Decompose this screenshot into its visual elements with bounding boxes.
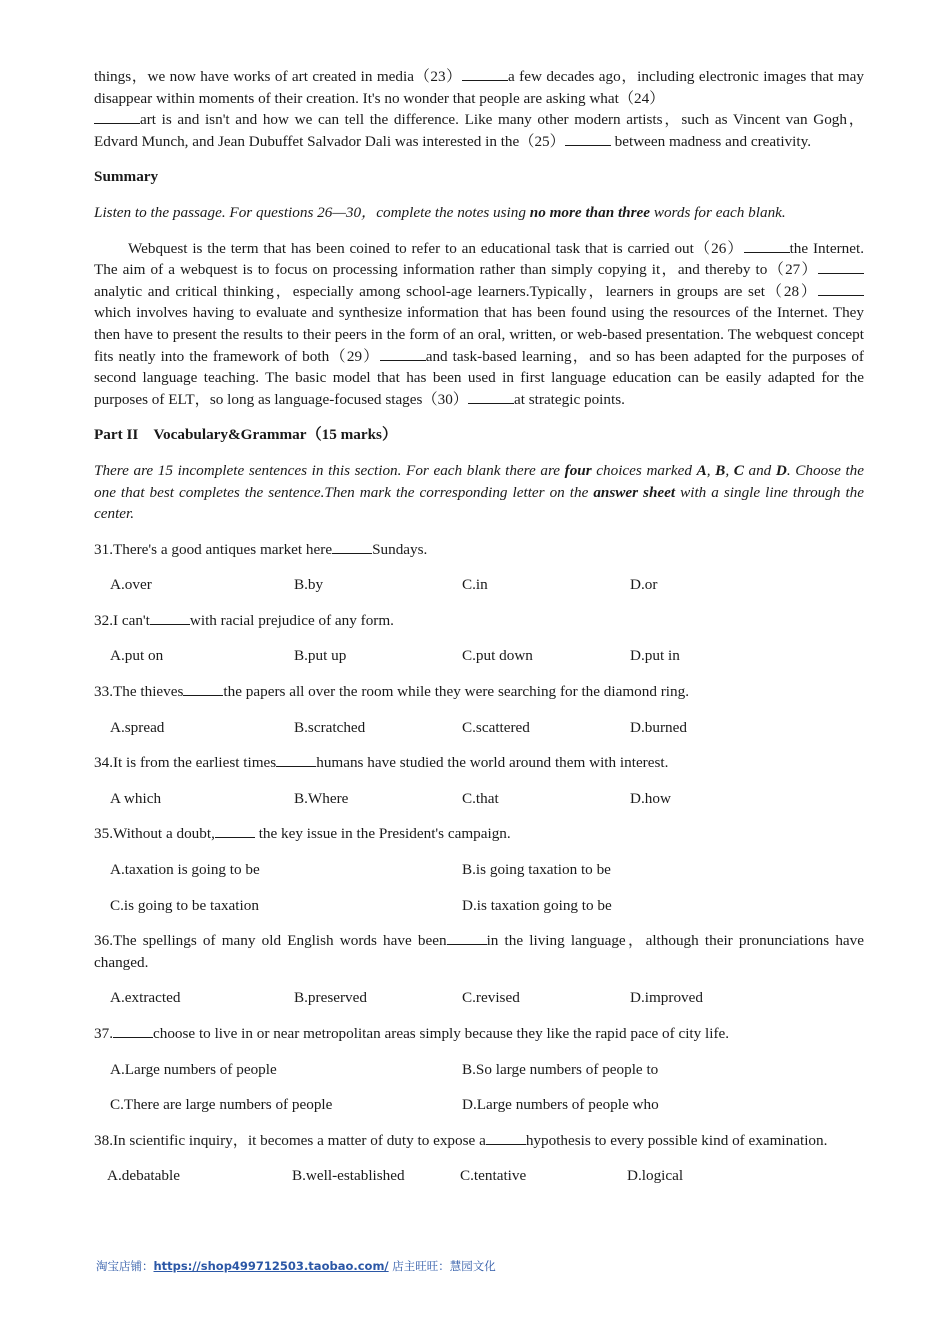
option-b[interactable]: B.scratched bbox=[294, 718, 366, 736]
option-a[interactable]: A.put on bbox=[110, 647, 164, 665]
option-c[interactable]: C.scattered bbox=[462, 718, 530, 736]
option-b[interactable]: B.well-established bbox=[292, 1167, 405, 1185]
question-38: 38.In scientific inquiry，it becomes a matter of duty to expose a hypothesis to every possible kind of examination. bbox=[94, 1131, 828, 1149]
option-c[interactable]: C.that bbox=[462, 789, 499, 807]
option-d[interactable]: D.logical bbox=[627, 1167, 684, 1185]
blank-23[interactable] bbox=[462, 66, 508, 81]
option-a[interactable]: A.Large numbers of people bbox=[110, 1060, 277, 1078]
option-d[interactable]: D.or bbox=[630, 576, 658, 594]
option-a[interactable]: A.spread bbox=[110, 718, 165, 736]
option-a[interactable]: A.debatable bbox=[107, 1167, 180, 1185]
option-c[interactable]: C.in bbox=[462, 576, 488, 594]
option-b[interactable]: B.is going taxation to be bbox=[462, 861, 611, 879]
option-d[interactable]: D.burned bbox=[630, 718, 687, 736]
question-36: 36.The spellings of many old English words have been in the living language，although their pronunciations have changed. bbox=[94, 932, 864, 971]
blank-37[interactable] bbox=[113, 1023, 153, 1038]
part2-heading: Part II Vocabulary&Grammar（15 marks） bbox=[94, 426, 398, 444]
option-c[interactable]: C.revised bbox=[462, 989, 520, 1007]
shop-link[interactable]: https://shop499712503.taobao.com/ bbox=[153, 1259, 389, 1273]
option-a[interactable]: A.taxation is going to be bbox=[110, 861, 260, 879]
option-b[interactable]: B.So large numbers of people to bbox=[462, 1060, 659, 1078]
blank-35[interactable] bbox=[215, 823, 255, 838]
blank-25[interactable] bbox=[565, 131, 611, 146]
options-37-row1 bbox=[94, 1059, 864, 1081]
passage-text: art is and isn't and how we can tell the difference. Like many other modern artists，such as Vincent van Gogh，Edvard Munch, and Jean Dubuffet Salvador Dali was interested in the（25） bbox=[94, 111, 864, 150]
footer-owner: 店主旺旺：慧园文化 bbox=[388, 1259, 496, 1273]
question-37: 37. choose to live in or near metropolitan areas simply because they like the rapid pace of city life. bbox=[94, 1025, 730, 1042]
option-b[interactable]: B.Where bbox=[294, 789, 349, 807]
option-a[interactable]: A which bbox=[110, 789, 162, 807]
option-b[interactable]: B.by bbox=[294, 576, 324, 594]
page-footer bbox=[96, 1258, 496, 1274]
option-d[interactable]: D.put in bbox=[630, 647, 680, 665]
passage-text: a few decades ago，including electronic images that may disappear within moments of their creation. It's no wonder that people are asking what（24） bbox=[94, 68, 864, 107]
footer-label: 淘宝店铺： bbox=[96, 1259, 154, 1273]
option-d[interactable]: D.Large numbers of people who bbox=[462, 1096, 659, 1114]
blank-36[interactable] bbox=[447, 930, 487, 945]
blank-24[interactable] bbox=[94, 109, 140, 124]
blank-27[interactable] bbox=[818, 259, 864, 274]
options-33 bbox=[94, 717, 864, 739]
part2-instructions: There are 15 incomplete sentences in this section. For each blank there are four choices marked A, B, C and D. Choose the one that best completes the sentence.Then mark the corresponding letter on the answer sheet with a single line through the center. bbox=[94, 461, 865, 523]
option-c[interactable]: C.is going to be taxation bbox=[110, 896, 259, 914]
blank-29[interactable] bbox=[380, 346, 426, 361]
options-37-row2 bbox=[94, 1094, 864, 1116]
page-content bbox=[94, 66, 864, 1187]
passage-tail bbox=[94, 66, 864, 152]
option-c[interactable]: C.tentative bbox=[460, 1167, 527, 1185]
option-d[interactable]: D.how bbox=[630, 789, 671, 807]
question-32: 32.I can't with racial prejudice of any form. bbox=[94, 611, 394, 629]
blank-26[interactable] bbox=[744, 238, 790, 253]
option-c[interactable]: C.put down bbox=[462, 647, 533, 665]
option-a[interactable]: A.over bbox=[110, 576, 152, 594]
options-35-row1 bbox=[94, 859, 864, 881]
blank-31[interactable] bbox=[332, 539, 372, 554]
option-d[interactable]: D.is taxation going to be bbox=[462, 896, 612, 914]
blank-32[interactable] bbox=[150, 610, 190, 625]
question-35: 35.Without a doubt, the key issue in the President's campaign. bbox=[94, 825, 511, 843]
blank-34[interactable] bbox=[276, 752, 316, 767]
summary-heading: Summary bbox=[94, 168, 159, 186]
option-c[interactable]: C.There are large numbers of people bbox=[110, 1096, 333, 1114]
option-b[interactable]: B.preserved bbox=[294, 989, 367, 1007]
options-31 bbox=[94, 574, 864, 596]
options-38 bbox=[94, 1165, 864, 1187]
passage-text: things，we now have works of art created in media（23） bbox=[94, 68, 462, 85]
question-33: 33.The thieves the papers all over the room while they were searching for the diamond ring. bbox=[94, 683, 690, 701]
blank-33[interactable] bbox=[183, 681, 223, 696]
options-34 bbox=[94, 788, 864, 810]
passage-text: between madness and creativity. bbox=[610, 132, 812, 150]
question-34: 34.It is from the earliest times humans have studied the world around them with interest. bbox=[94, 754, 669, 772]
option-b[interactable]: B.put up bbox=[294, 647, 347, 665]
summary-paragraph: Webquest is the term that has been coined to refer to an educational task that is carried out（26） the Internet. The aim of a webquest is to focus on processing information rather than simply copying it，and thereby to（27）analytic and critical thinking，especially among school-age learners.Typically，learners in groups are set（28）which involves having to evaluate and synthesize information that has been found using the resources of the Internet. They then have to present the results to their peers in the form of an oral, written, or web-based presentation. The webquest concept fits neatly into the framework of both（29） and task-based learning，and so has been adapted for the purposes of second language teaching. The basic model that has been used in first language education can be easily adapted for the purposes of ELT，so long as language-focused stages（30） at strategic points. bbox=[94, 239, 864, 408]
option-d[interactable]: D.improved bbox=[630, 989, 703, 1007]
blank-30[interactable] bbox=[468, 389, 514, 404]
summary-instructions: Listen to the passage. For questions 26—30，complete the notes using no more than three words for each blank. bbox=[94, 203, 786, 221]
blank-38[interactable] bbox=[486, 1130, 526, 1145]
option-a[interactable]: A.extracted bbox=[110, 989, 181, 1007]
options-35-row2 bbox=[94, 895, 864, 917]
options-36 bbox=[94, 987, 864, 1009]
blank-28[interactable] bbox=[818, 281, 864, 296]
options-32 bbox=[94, 645, 864, 667]
question-31: 31.There's a good antiques market here Sundays. bbox=[94, 540, 428, 558]
